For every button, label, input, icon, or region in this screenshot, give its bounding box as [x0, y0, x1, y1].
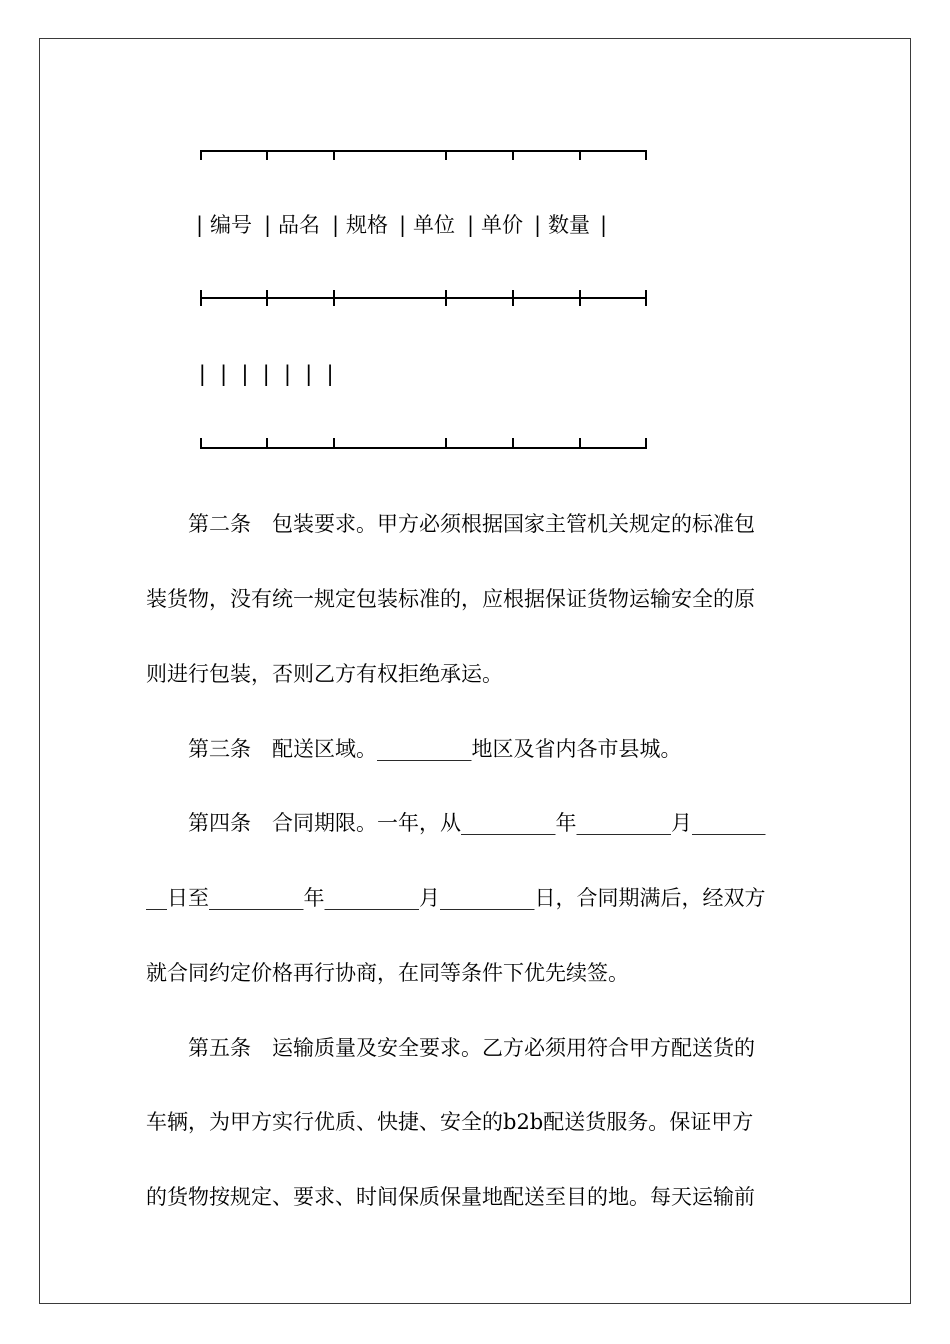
table-empty-row: | | | | | | | — [196, 362, 335, 386]
text-line: 第四条 合同期限。一年，从_________年_________月_______ — [188, 811, 766, 835]
text-line: 则进行包装，否则乙方有权拒绝承运。 — [146, 662, 503, 686]
header-cell: 规格 — [346, 213, 388, 237]
text-line: 第五条 运输质量及安全要求。乙方必须用符合甲方配送货的 — [188, 1036, 755, 1060]
text-line: 的货物按规定、要求、时间保质保量地配送至目的地。每天运输前 — [146, 1185, 755, 1209]
header-cell: 单位 — [413, 213, 455, 237]
text-line: 第三条 配送区域。_________地区及省内各市县城。 — [188, 737, 682, 761]
text-line: 装货物，没有统一规定包装标准的，应根据保证货物运输安全的原 — [146, 587, 755, 611]
header-cell: 数量 — [548, 213, 590, 237]
header-cell: 单价 — [481, 213, 523, 237]
text-line: 车辆，为甲方实行优质、快捷、安全的b2b配送货服务。保证甲方 — [146, 1110, 754, 1134]
header-cell: 编号 — [210, 213, 252, 237]
text-line: __日至_________年_________月_________日，合同期满后，经双方 — [146, 886, 766, 910]
text-line: 第二条 包装要求。甲方必须根据国家主管机关规定的标准包 — [188, 512, 755, 536]
text-line: 就合同约定价格再行协商，在同等条件下优先续签。 — [146, 961, 629, 985]
header-cell: 品名 — [278, 213, 320, 237]
